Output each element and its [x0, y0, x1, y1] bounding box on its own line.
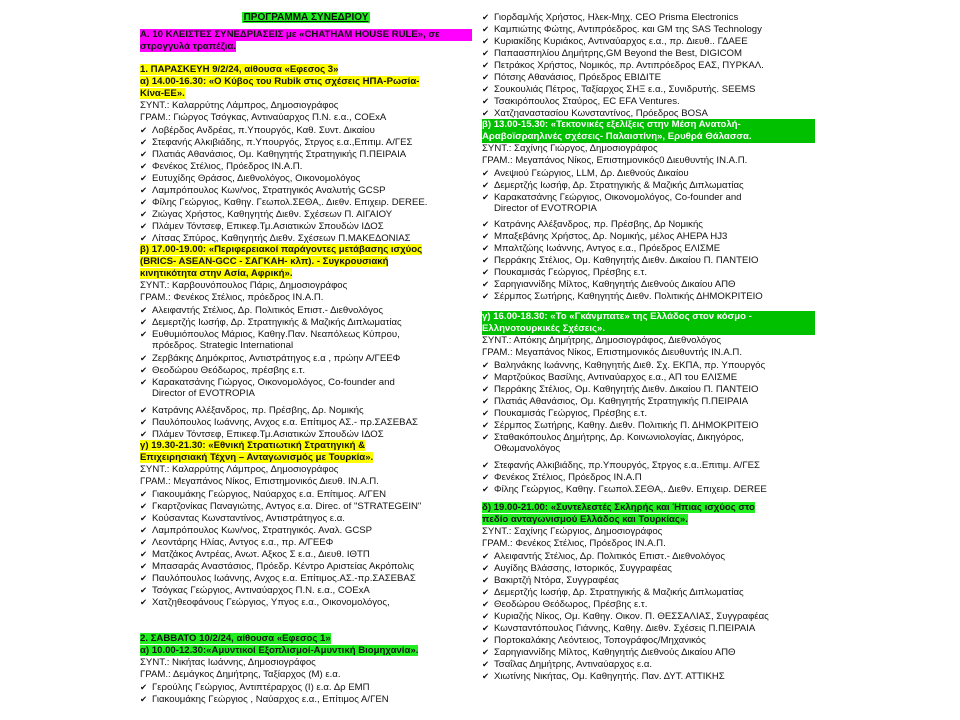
session-a-title-1: α) 14.00-16.30: «Ο Κύβος του Rubik στις σχέσεις ΗΠΑ-Ρωσία- [140, 76, 420, 87]
day-2-session-d-participant: ✔ Κωνσταντόπουλος Γιάννης, Καθηγ. Διεθν. Σχέσεις Π.ΠΕΙΡΑΙΑ [482, 622, 815, 634]
session-a-participant: ✔ Λίτσας Σπύρος, Καθηγητής Διεθν. Σχέσεων Π.ΜΑΚΕΔΟΝΙΑΣ [140, 232, 472, 244]
day-2-session-d-participant: ✔ Πορτοκαλάκης Λεόντειος, Τοπογράφος/Μηχανικός [482, 634, 815, 646]
session-c-participant: ✔ Κούσαντας Κωνσταντίνος, Αντιστράτηγος ε.α. [140, 512, 472, 524]
page-title: ΠΡΟΓΡΑΜΜΑ ΣΥΝΕΔΡΙΟΥ [243, 12, 369, 23]
session-c-participant: ✔ Ματζάκος Αντρέας, Ανωτ. Αξκος Σ ε.α., Διευθ. ΙΘΤΠ [140, 548, 472, 560]
day-2-session-d-title-2: πεδίο ανταγωνισμού Ελλάδος και Τουρκίας». [482, 514, 688, 525]
day-1-heading: 1. ΠΑΡΑΣΚΕΥΗ 9/2/24, αίθουσα «Εφεσος 3» [140, 64, 339, 75]
day-2-session-d-participant: ✔ Βακιρτζή Ντόρα, Συγγραφέας [482, 574, 815, 586]
day-2-session-b-participant: ✔ Μπαξεβάνης Χρήστος, Δρ. Νομικής, μέλος ΑΗΕΡΑ HJ3 [482, 230, 815, 242]
session-b-participant: ✔ Καρακατσάνης Γιώργος, Οικονομολόγος, Co-founder and [140, 376, 472, 388]
session-a-secretary: ΓΡΑΜ.: Γιώργος Τσόγκας, Αντιναύαρχος Π.Ν. ε.α., COExA [140, 112, 387, 123]
day-2-session-c-participant: ✔ Σέρμπος Σωτήρης, Καθηγ. Διεθν. Πολιτικής Π. ΔΗΜΟΚΡΙΤΕΙΟ [482, 419, 815, 431]
session-a-title-2: Κίνα-ΕΕ». [140, 88, 185, 99]
session-b-participant: ✔ Ζερβάκης Δημόκριτος, Αντιστράτηγος ε.α , πρώην Α/ΓΕΕΦ [140, 352, 472, 364]
session-a-participant: ✔ Πλατιάς Αθανάσιος, Ομ. Καθηγητής Στρατηγικής Π.ΠΕΙΡΑΙΑ [140, 148, 472, 160]
day-2-session-b-participant: ✔ Κατράνης Αλέξανδρος, πρ. Πρέσβης, Δρ Νομικής [482, 218, 815, 230]
day-2-session-c-participant: ✔ Περράκης Στέλιος, Ομ. Καθηγητής Διεθν. Δικαίου Π. ΠΑΝΤΕΙΟ [482, 383, 815, 395]
day-2-session-b-participant: ✔ Σέρμπος Σωτήρης, Καθηγητής Διεθν. Πολιτικής ΔΗΜΟΚΡΙΤΕΙΟ [482, 290, 815, 302]
day-2-session-a-participant: ✔ Χατζηαναστασίου Κωνσταντίνος, Πρόεδρος BOSA [482, 107, 815, 119]
session-b-participant-cont: Director of EVOTROPIA [152, 388, 255, 399]
session-b-title-3: κινητικότητα στην Ασία, Αφρική». [140, 268, 293, 279]
session-c-participant: ✔ Χατζηθεοφάνους Γεώργιος, Υπγος ε.α., Οικονομολόγος, [140, 596, 472, 608]
session-c-participant: ✔ Γκαρτζονίκας Παναγιώτης, Αντγος ε.α. Direc. of "STRATEGEIN" [140, 500, 472, 512]
session-c-participant: ✔ Τσόγκας Γεώργιος, Αντιναύαρχος Π.Ν. ε.α., COExA [140, 584, 472, 596]
day-2-session-c-participant: ✔ Πουκαμισάς Γεώργιος, Πρέσβης ε.τ. [482, 407, 815, 419]
day-2-session-b-participant: ✔ Περράκης Στέλιος, Ομ. Καθηγητής Διεθν. Δικαίου Π. ΠΑΝΤΕΙΟ [482, 254, 815, 266]
session-c-title-2: Επιχειρησιακή Τέχνη – Ανταγωνισμός με Τουρκία». [140, 452, 374, 463]
session-b-title-2: (BRICS- ASEAN-GCC - ΣΑΓΚΑΗ- κλπ). - Συγκρουσιακή [140, 256, 389, 267]
day-2-session-c-participant-cont: Οθωμανολόγος [494, 443, 561, 454]
day-2-session-b-participant: ✔ Μπαλτζώης Ιωάννης, Αντγος ε.α., Πρόεδρος ΕΛΙΣΜΕ [482, 242, 815, 254]
day-2-session-d-participant: ✔ Τσαΐλας Δημήτρης, Αντιναύαρχος ε.α. [482, 658, 815, 670]
session-a-participant: ✔ Φενέκος Στέλιος, Πρόεδρος ΙΝ.Α.Π. [140, 160, 472, 172]
day-2-session-c-title-1: γ) 16.00-18.30: «Το «Γκάνμπατε» της Ελλάδος στον κόσμο - [482, 311, 815, 323]
session-c-participant: ✔ Μπασαράς Αναστάσιος, Πρόεδρ. Κέντρο Αριστείας Ακρόπολις [140, 560, 472, 572]
day-2-session-c-participant: ✔ Στεφανής Αλκιβιάδης, πρ.Υπουργός, Στργος ε.α..Επιτιμ. Α/ΓΕΣ [482, 459, 815, 471]
session-b-participant: ✔ Κατράνης Αλέξανδρος, πρ. Πρέσβης, Δρ. Νομικής [140, 404, 472, 416]
day-2-session-a-participant: ✔ Γιακουμάκης Γεώργιος , Ναύαρχος ε.α., Επίτιμος Α/ΓΕΝ [140, 693, 472, 705]
session-b-participant: ✔ Δεμερτζής Ιωσήφ, Δρ. Στρατηγικής & Μαζικής Διπλωματίας [140, 316, 472, 328]
session-c-participant: ✔ Παυλόπουλος Ιωάννης, Ανχος ε.α. Επίτιμος.ΑΣ.-πρ.ΣΑΣΕΒΑΣ [140, 572, 472, 584]
day-2-session-d-participant: ✔ Σαρηγιαννίδης Μίλτος, Καθηγητής Διεθνούς Δικαίου ΑΠΘ [482, 646, 815, 658]
session-b-participant: ✔ Ευθυμιόπουλος Μάριος, Καθηγ.Παν. Νεαπόλεως Κύπρου, [140, 328, 472, 340]
intro-line-2: στρογγυλά τραπέζια. [140, 41, 236, 52]
session-a-coordinator: ΣΥΝΤ.: Καλαρρύτης Λάμπρος, Δημοσιογράφος [140, 100, 339, 111]
day-2-session-a-participant: ✔ Πετράκος Χρήστος, Νομικός, πρ. Αντιπρόεδρος ΕΑΣ, ΠΥΡΚΑΛ. [482, 59, 815, 71]
day-2-session-b-participant: ✔ Σαρηγιαννίδης Μίλτος, Καθηγητής Διεθνούς Δικαίου ΑΠΘ [482, 278, 815, 290]
session-a-participant: ✔ Ζιώγας Χρήστος, Καθηγητής Διεθν. Σχέσεων Π. ΑΙΓΑΙΟΥ [140, 208, 472, 220]
day-2-session-b-participant: ✔ Καρακατσάνης Γεώργιος, Οικονομολόγος, Co-founder and [482, 191, 815, 203]
day-2-session-a-participant: ✔ Γερούλης Γεώργιος, Αντιπτέραρχος (Ι) ε.α. Δρ ΕΜΠ [140, 681, 472, 693]
day-2-session-c-participant: ✔ Φενέκος Στέλιος, Πρόεδρος ΙΝ.Α.Π [482, 471, 815, 483]
day-2-session-a-secretary: ΓΡΑΜ.: Δεμάγκος Δημήτρης, Ταξίαρχος (Μ) ε.α. [140, 669, 341, 680]
day-2-session-a-participant: ✔ Καμπιώτης Φώτης, Αντιπρόεδρος. και GM της SAS Technology [482, 23, 815, 35]
day-2-session-c-participant: ✔ Πλατιάς Αθανάσιος, Ομ. Καθηγητής Στρατηγικής Π.ΠΕΙΡΑΙΑ [482, 395, 815, 407]
day-2-session-a-participant: ✔ Παπαασπηλίου Δημήτρης,GM Beyond the Best, DIGICOM [482, 47, 815, 59]
day-2-session-c-participant: ✔ Βαληνάκης Ιωάννης, Καθηγητής Διεθ. Σχ. ΕΚΠΑ, πρ. Υπουργός [482, 359, 815, 371]
session-b-secretary: ΓΡΑΜ.: Φενέκος Στέλιος, πρόεδρος ΙΝ.Α.Π. [140, 292, 324, 303]
session-c-title-1: γ) 19.30-21.30: «Εθνική Στρατιωτική Στρατηγική & [140, 440, 366, 451]
session-c-coordinator: ΣΥΝΤ.: Καλαρρύτης Λάμπρος, Δημοσιογράφος [140, 464, 339, 475]
session-c-participant: ✔ Λαμπρόπουλος Κων/νος, Στρατηγικός. Αναλ. GCSP [140, 524, 472, 536]
session-b-participant: ✔ Θεοδώρου Θεόδωρος, πρέσβης ε.τ. [140, 364, 472, 376]
day-2-session-b-participant-cont: Director of EVOTROPIA [494, 203, 597, 214]
session-a-participant: ✔ Ευτυχίδης Θράσος, Διεθνολόγος, Οικονομολόγος [140, 172, 472, 184]
day-2-session-d-participant: ✔ Θεοδώρου Θεόδωρος, Πρέσβης ε.τ. [482, 598, 815, 610]
session-a-participant: ✔ Φίλης Γεώργιος, Καθηγ. Γεωπολ.ΣΕΘΑ,. Διεθν. Επιχειρ. DEREE. [140, 196, 472, 208]
day-2-session-d-participant: ✔ Κυριαζής Νίκος, Ομ. Καθηγ. Οικον. Π. ΘΕΣΣΑΛΙΑΣ, Συγγραφέας [482, 610, 815, 622]
day-2-session-a-participant: ✔ Κυριακίδης Κυριάκος, Αντιναύαρχος ε.α., πρ. Διευθ.. ΓΔΑΕΕ [482, 35, 815, 47]
day-2-session-c-participant: ✔ Σταθακόπουλος Δημήτρης, Δρ. Κοινωνιολογίας, Δικηγόρος, [482, 431, 815, 443]
session-b-title-1: β) 17.00-19.00: «Περιφερειακοί παράγοντες μετάβασης ισχύος [140, 244, 423, 255]
day-2-heading: 2. ΣΑΒΒΑΤΟ 10/2/24, αίθουσα «Εφεσος 1» [140, 633, 331, 644]
day-2-session-a-coordinator: ΣΥΝΤ.: Νικήτας Ιωάννης, Δημοσιογράφος [140, 657, 316, 668]
session-c-secretary: ΓΡΑΜ.: Μεγαπάνος Νίκος, Επιστημονικός Διευθ. ΙΝ.Α.Π. [140, 476, 379, 487]
day-2-session-c-title-2: Ελληνοτουρκικές Σχέσεις». [482, 323, 815, 335]
session-a-participant: ✔ Λαμπρόπουλος Κων/νος, Στρατηγικός Αναλυτής GCSP [140, 184, 472, 196]
session-b-coordinator: ΣΥΝΤ.: Καρβουνόπουλος Πάρις, Δημοσιογράφος [140, 280, 348, 291]
day-2-session-b-participant: ✔ Δεμερτζής Ιωσήφ, Δρ. Στρατηγικής & Μαζικής Διπλωματίας [482, 179, 815, 191]
session-a-participant: ✔ Στεφανής Αλκιβιάδης, π.Υπουργός, Στργος ε.α.,Επιτιμ. Α/ΓΕΣ [140, 136, 472, 148]
session-a-participant: ✔ Πλάμεν Τόντσεφ, Επικεφ.Τμ.Ασιατικών Σπουδών ΙΔΟΣ [140, 220, 472, 232]
day-2-session-c-secretary: ΓΡΑΜ.: Μεγαπάνος Νίκος, Επιστημονικός Διευθυντής ΙΝ.Α.Π. [482, 347, 742, 358]
day-2-session-c-participant: ✔ Μαρτζούκος Βασίλης, Αντιναύαρχος ε.α., ΑΠ του ΕΛΙΣΜΕ [482, 371, 815, 383]
day-2-session-d-participant: ✔ Χιωτίνης Νικήτας, Ομ. Καθηγητής. Παν. ΔΥΤ. ΑΤΤΙΚΗΣ [482, 670, 815, 682]
day-2-session-b-title-2: Αραβοϊσραηλινές σχέσεις- Παλαιστίνη», Ερυθρά Θάλασσα. [482, 131, 815, 143]
session-b-participant-cont: πρόεδρος. Strategic International [152, 340, 294, 351]
day-2-session-a-title: α) 10.00-12.30:«Αμυντικοί Εξοπλισμοί-Αμυντική Βιομηχανία». [140, 645, 419, 656]
session-a-participant: ✔ Λοβέρδος Ανδρέας, π.Υπουργός, Καθ. Συντ. Δικαίου [140, 124, 472, 136]
day-2-session-b-secretary: ΓΡΑΜ.: Μεγαπάνος Νίκος, Επιστημονικός0 Διευθυντής ΙΝ.Α.Π. [482, 155, 748, 166]
day-2-session-b-title-1: β) 13.00-15.30: «Τεκτονικές εξελίξεις στην Μέση Ανατολή- [482, 119, 815, 131]
day-2-session-b-coordinator: ΣΥΝΤ.: Σαχίνης Γιώργος, Δημοσιογράφος [482, 143, 658, 154]
day-2-session-c-participant: ✔ Φίλης Γεώργιος, Καθηγ. Γεωπολ.ΣΕΘΑ,. Διεθν. Επιχειρ. DEREE [482, 483, 815, 495]
day-2-session-a-participant: ✔ Σουκουλιάς Πέτρος, Ταξίαρχος ΣΗΞ ε.α., Συνιδρυτής. SEEMS [482, 83, 815, 95]
session-b-participant: ✔ Πλάμεν Τόντσεφ, Επικεφ.Τμ.Ασιατικών Σπουδών ΙΔΟΣ [140, 428, 472, 440]
day-2-session-a-participant: ✔ Γιορδαμλής Χρήστος, Ηλεκ-Μηχ. CEO Prisma Electronics [482, 11, 815, 23]
day-2-session-c-coordinator: ΣΥΝΤ.: Απόκης Δημήτρης, Δημοσιογράφος, Διεθνολόγος [482, 335, 722, 346]
day-2-session-b-participant: ✔ Ανεψιού Γεώργιος, LLM, Δρ. Διεθνούς Δικαίου [482, 167, 815, 179]
session-b-participant: ✔ Αλειφαντής Στέλιος, Δρ. Πολιτικός Επιστ.- Διεθνολόγος [140, 304, 472, 316]
session-c-participant: ✔ Γιακουμάκης Γεώργιος, Ναύαρχος ε.α. Επίτιμος. Α/ΓΕΝ [140, 488, 472, 500]
session-b-participant: ✔ Παυλόπουλος Ιωάννης, Ανχος ε.α. Επίτιμος ΑΣ.- πρ.ΣΑΣΕΒΑΣ [140, 416, 472, 428]
day-2-session-d-participant: ✔ Αυγίδης Βλάσσης, Ιστορικός, Συγγραφέας [482, 562, 815, 574]
day-2-session-d-coordinator: ΣΥΝΤ.: Σαχίνης Γεώργιος, Δημοσιογράφος [482, 526, 663, 537]
day-2-session-d-participant: ✔ Δεμερτζής Ιωσήφ, Δρ. Στρατηγικής & Μαζικής Διπλωματίας [482, 586, 815, 598]
day-2-session-d-title-1: δ) 19.00-21.00: «Συντελεστές Σκληρής και Ήπιας ισχύος στο [482, 502, 755, 513]
day-2-session-a-participant: ✔ Τσακιρόπουλος Σταύρος, EC EFA Ventures. [482, 95, 815, 107]
day-2-session-a-participant: ✔ Πότσης Αθανάσιος, Πρόεδρος ΕΒΙΔΙΤΕ [482, 71, 815, 83]
day-2-session-b-participant: ✔ Πουκαμισάς Γεώργιος, Πρέσβης ε.τ. [482, 266, 815, 278]
day-2-session-d-secretary: ΓΡΑΜ.: Φενέκος Στέλιος, Πρόεδρος ΙΝ.Α.Π. [482, 538, 666, 549]
day-2-session-d-participant: ✔ Αλειφαντής Στέλιος, Δρ. Πολιτικός Επιστ.- Διεθνολόγος [482, 550, 815, 562]
session-c-participant: ✔ Λεοντάρης Ηλίας, Αντγος ε.α., πρ. Α/ΓΕΕΦ [140, 536, 472, 548]
intro-line-1: Α. 10 ΚΛΕΙΣΤΕΣ ΣΥΝΕΔΡΙΑΣΕΙΣ με «CHATHAM HOUSE RULE», σε [140, 29, 472, 41]
